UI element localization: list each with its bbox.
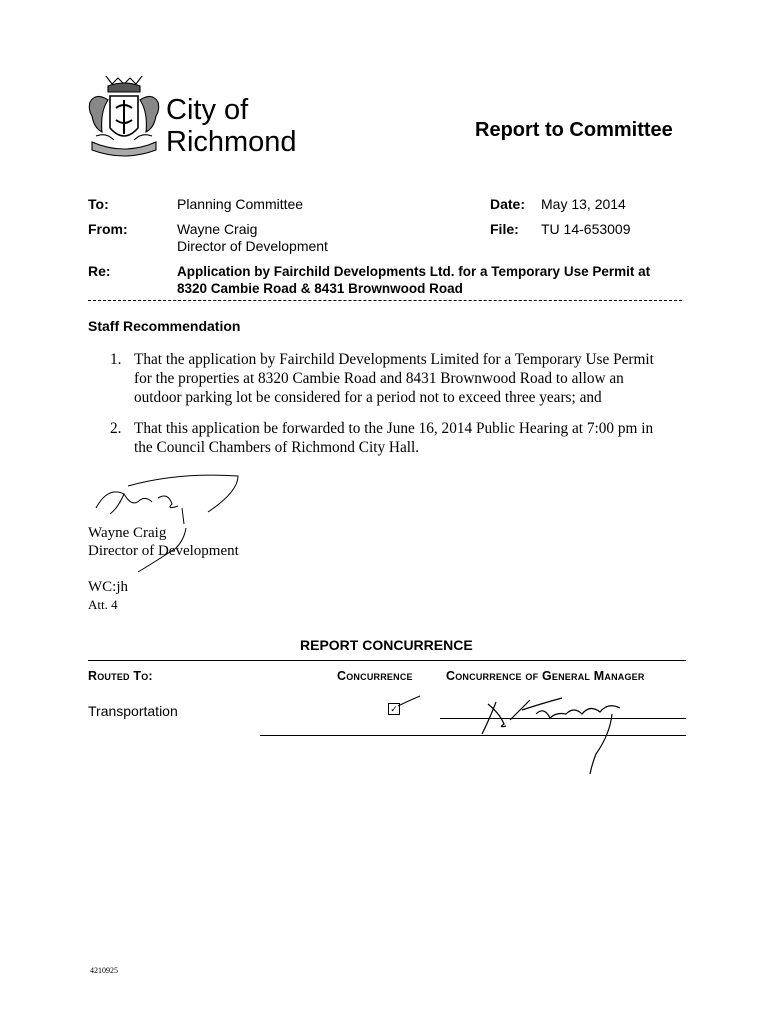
- city-name-line1: City of: [166, 94, 249, 126]
- report-title: Report to Committee: [475, 119, 673, 141]
- signatory-title: Director of Development: [88, 543, 239, 559]
- memo-divider: [88, 300, 682, 301]
- concurrence-header: Concurrence: [337, 669, 413, 683]
- recommendation-text: That the application by Fairchild Developments Limited for a Temporary Use Permit for the properties at 8320 Cambie Road and 8431 Brownwood Road to allow an outdoor parking lot be considered for a period not to exceed three years; and: [134, 351, 654, 406]
- re-label: Re:: [88, 263, 111, 279]
- recommendation-item-2: [110, 419, 680, 459]
- re-subject: [177, 263, 677, 297]
- recommendation-text: That this application be forwarded to the June 16, 2014 Public Hearing at 7:00 pm in the Council Chambers of Richmond City Hall.: [134, 420, 654, 456]
- city-name-line2: Richmond: [166, 126, 297, 158]
- city-crest-logo: [86, 72, 162, 164]
- report-concurrence-heading: REPORT CONCURRENCE: [300, 637, 473, 653]
- concurrence-top-rule: [88, 660, 686, 661]
- file-label: File:: [490, 221, 519, 237]
- check-mark-icon: ✓: [390, 704, 398, 714]
- re-subject-line1: Application by Fairchild Developments Ltd. for a Temporary Use Permit at: [177, 264, 651, 279]
- from-name: Wayne Craig: [177, 221, 258, 237]
- typist-initials: WC:jh: [88, 579, 128, 595]
- recommendation-item-1: [110, 350, 680, 410]
- date-label: Date:: [490, 196, 526, 212]
- attachments-count: Att. 4: [88, 597, 118, 612]
- file-value: TU 14-653009: [541, 221, 631, 237]
- gm-concurrence-header: Concurrence of General Manager: [446, 669, 645, 683]
- general-manager-signature: [470, 684, 650, 776]
- recommendation-number: 1.: [110, 351, 122, 368]
- re-subject-line2: 8320 Cambie Road & 8431 Brownwood Road: [177, 281, 463, 296]
- city-name: [166, 94, 297, 158]
- from-title: Director of Development: [177, 238, 328, 254]
- signatory-name: Wayne Craig: [88, 525, 167, 541]
- check-flourish-icon: [396, 694, 422, 710]
- routed-to-header: Routed To:: [88, 669, 153, 683]
- staff-recommendation-heading: Staff Recommendation: [88, 318, 241, 334]
- document-id: 4210925: [90, 966, 118, 975]
- to-value: Planning Committee: [177, 196, 304, 212]
- routed-department: Transportation: [88, 703, 178, 719]
- from-label: From:: [88, 221, 128, 237]
- recommendation-number: 2.: [110, 420, 122, 437]
- date-value: May 13, 2014: [541, 196, 626, 212]
- to-label: To:: [88, 196, 109, 212]
